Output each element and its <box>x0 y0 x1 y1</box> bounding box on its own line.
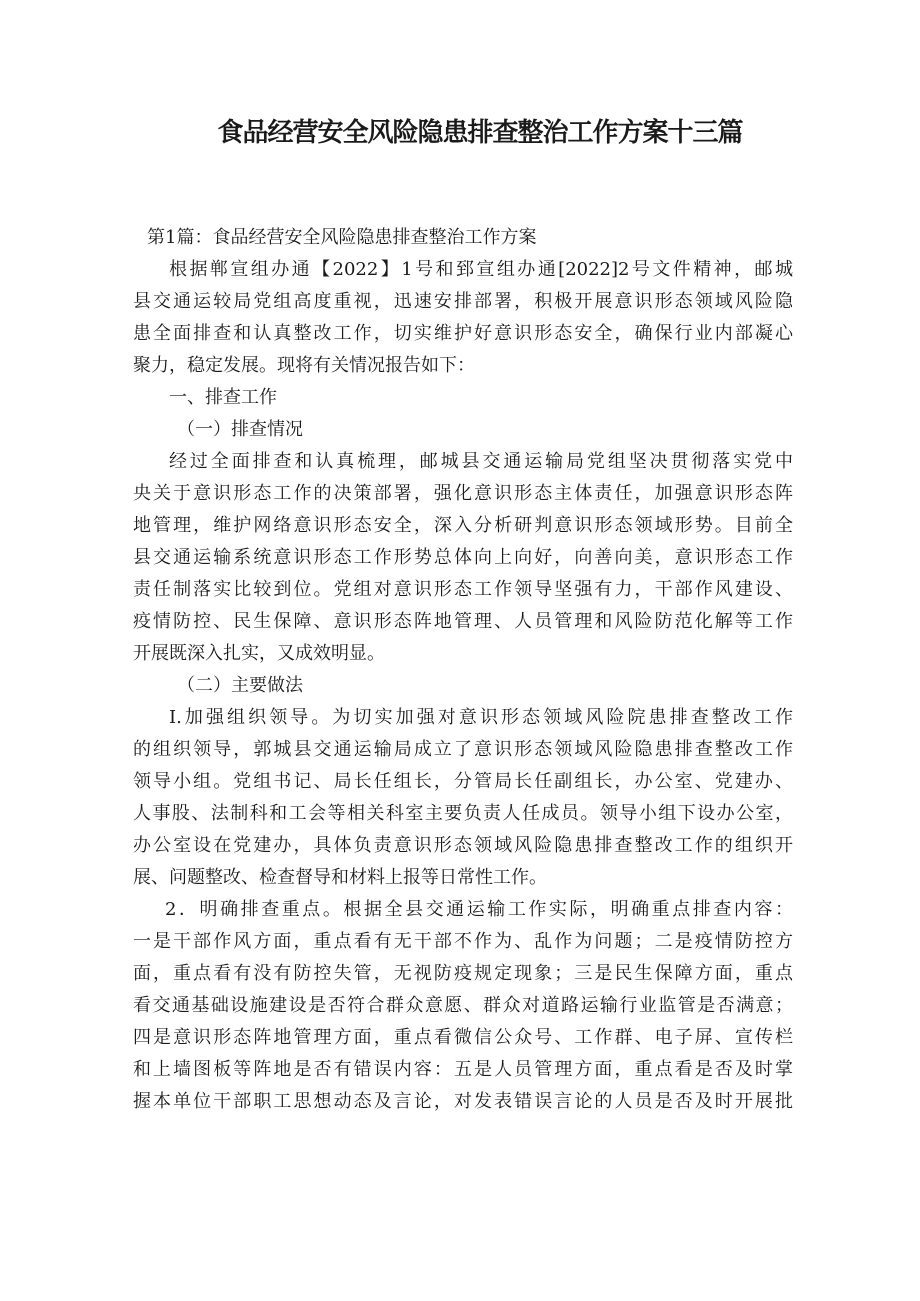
paragraph-line: 县交通运较局党组高度重视，迅速安排部署，积极开展意识形态领域风险隐 <box>133 291 793 312</box>
paragraph-line: 和上墙图板等阵地是否有错误内容：五是人员管理方面，重点看是否及时掌 <box>133 1059 793 1080</box>
paragraph-line: I.加强组织领导。为切实加强对意识形态领域风险院患排查整改工作 <box>169 707 793 728</box>
paragraph-line: 2．明确排查重点。根据全县交通运输工作实际，明确重点排查内容： <box>165 899 793 920</box>
paragraph-line: 面，重点看有没有防控失管，无视防疫规定现象；三是民生保障方面，重点 <box>133 963 793 984</box>
chapter-heading: 第1篇：食品经营安全风险隐患排查整治工作方案 <box>147 227 537 248</box>
paragraph-line: 地管理，维护网络意识形态安全，深入分析研判意识形态领域形势。目前全 <box>133 515 793 536</box>
paragraph-line: 央关于意识形态工作的决策部署，强化意识形态主体责任，加强意识形态阵 <box>133 483 793 504</box>
paragraph-line: 经过全面排查和认真梳理，邮城县交通运输局党组坚决贯彻落实党中 <box>169 451 793 472</box>
subsection-heading: （二）主要做法 <box>177 675 303 696</box>
section-heading: 一、排查工作 <box>169 387 277 408</box>
paragraph-line: 患全面排查和认真整改工作，切实维护好意识形态安全，确保行业内部凝心 <box>133 323 793 344</box>
document-body <box>133 222 793 1118</box>
paragraph-line: 办公室设在党建办，具体负责意识形态领域风险隐患排查整改工作的组织开 <box>133 835 793 856</box>
paragraph-line: 展、问题整改、检查督导和材料上报等日常性工作。 <box>133 867 547 888</box>
paragraph-line: 握本单位干部职工思想动态及言论，对发表错误言论的人员是否及时开展批 <box>133 1091 793 1112</box>
paragraph-line: 开展既深入扎实，又成效明显。 <box>133 643 385 664</box>
subsection-heading: （一）排查情况 <box>177 419 303 440</box>
paragraph-line: 看交通基础设施建设是否符合群众意愿、群众对道路运输行业监管是否满意； <box>133 995 793 1016</box>
paragraph-line: 一是干部作风方面，重点看有无干部不作为、乱作为问题；二是疫情防控方 <box>133 931 793 952</box>
paragraph-line: 根据郸宣组办通【2022】1号和郅宣组办通[2022]2号文件精神，邮城 <box>169 259 793 280</box>
paragraph-line: 领导小组。党组书记、局长任组长，分管局长任副组长，办公室、党建办、 <box>133 771 793 792</box>
paragraph-line: 疫情防控、民生保障、意识形态阵地管理、人员管理和风险防范化解等工作 <box>133 611 793 632</box>
document-title: 食品经营安全风险隐患排查整治工作方案十三篇 <box>217 118 743 148</box>
paragraph-line: 的组织领导，郭城县交通运输局成立了意识形态领域风险隐患排查整改工作 <box>133 739 793 760</box>
paragraph-line: 四是意识形态阵地管理方面，重点看微信公众号、工作群、电子屏、宣传栏 <box>133 1027 793 1048</box>
paragraph-line: 县交通运输系统意识形态工作形势总体向上向好，向善向美，意识形态工作 <box>133 547 793 568</box>
paragraph-line: 人事股、法制科和工会等相关科室主要负责人任成员。领导小组下设办公室， <box>133 803 793 824</box>
paragraph-line: 责任制落实比较到位。党组对意识形态工作领导坚强有力，干部作风建设、 <box>133 579 793 600</box>
paragraph-line: 聚力，稳定发展。现将有关情况报告如下： <box>133 355 475 376</box>
